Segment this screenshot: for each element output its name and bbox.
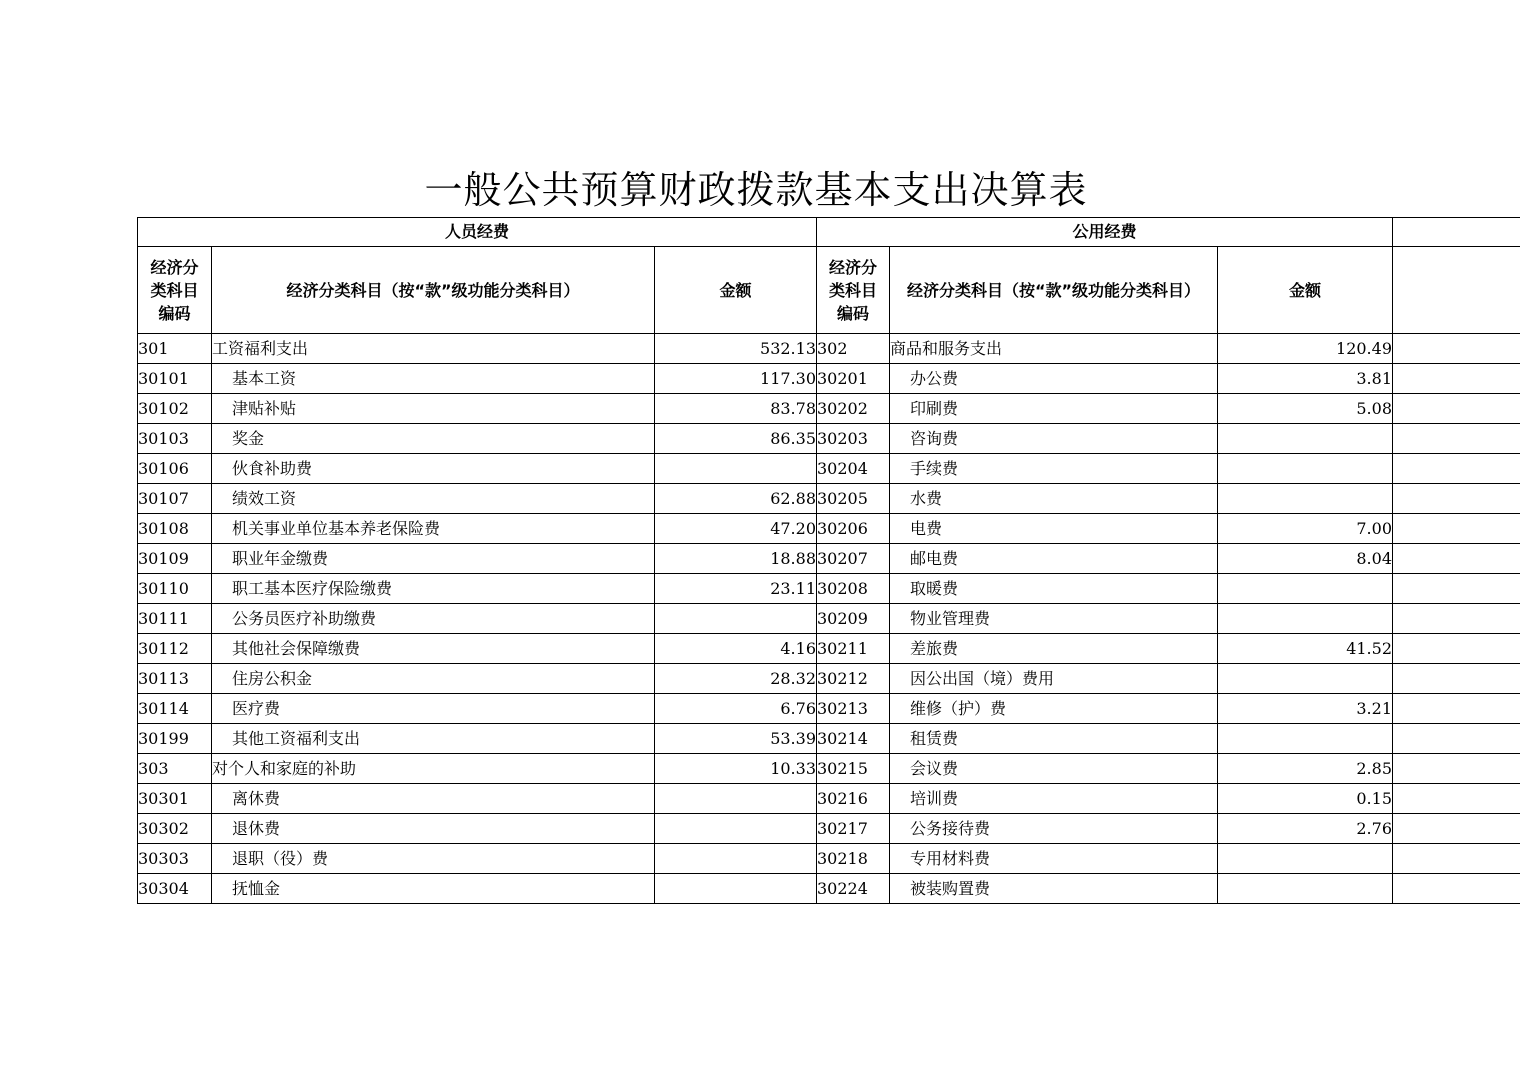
table-row: [138, 574, 1520, 604]
header-amount-left: 金额: [655, 247, 817, 334]
left-amount-cell: 83.78: [655, 394, 817, 424]
right-name-cell: 取暖费: [890, 574, 1218, 604]
left-amount-cell: 62.88: [655, 484, 817, 514]
left-name-cell: 退职（役）费: [212, 844, 655, 874]
header-name-left: 经济分类科目（按“款”级功能分类科目）: [212, 247, 655, 334]
empty-cell: [1393, 754, 1520, 784]
table-row: [138, 484, 1520, 514]
left-name-cell: 退休费: [212, 814, 655, 844]
left-code-cell: 30301: [138, 784, 212, 814]
left-code-cell: 30303: [138, 844, 212, 874]
left-name-cell: 机关事业单位基本养老保险费: [212, 514, 655, 544]
right-amount-cell: [1218, 874, 1393, 904]
right-code-cell: 30212: [817, 664, 890, 694]
right-amount-cell: 0.15: [1218, 784, 1393, 814]
left-name-cell: 绩效工资: [212, 484, 655, 514]
left-code-cell: 30102: [138, 394, 212, 424]
right-code-cell: 30206: [817, 514, 890, 544]
left-code-cell: 30106: [138, 454, 212, 484]
table-row: [138, 424, 1520, 454]
table-row: [138, 814, 1520, 844]
right-amount-cell: 3.21: [1218, 694, 1393, 724]
empty-cell: [1393, 364, 1520, 394]
section-personnel: 人员经费: [138, 218, 817, 247]
left-name-cell: 抚恤金: [212, 874, 655, 904]
left-amount-cell: 47.20: [655, 514, 817, 544]
right-amount-cell: 5.08: [1218, 394, 1393, 424]
left-name-cell: 其他工资福利支出: [212, 724, 655, 754]
header-amount-right: 金额: [1218, 247, 1393, 334]
right-code-cell: 30207: [817, 544, 890, 574]
table-row: [138, 694, 1520, 724]
right-amount-cell: [1218, 844, 1393, 874]
empty-cell: [1393, 574, 1520, 604]
table-row: [138, 364, 1520, 394]
left-name-cell: 工资福利支出: [212, 334, 655, 364]
right-amount-cell: 3.81: [1218, 364, 1393, 394]
left-code-cell: 30109: [138, 544, 212, 574]
left-name-cell: 医疗费: [212, 694, 655, 724]
right-amount-cell: [1218, 454, 1393, 484]
table-row: [138, 724, 1520, 754]
empty-cell: [1393, 424, 1520, 454]
left-amount-cell: [655, 874, 817, 904]
right-code-cell: 30211: [817, 634, 890, 664]
left-amount-cell: 86.35: [655, 424, 817, 454]
empty-cell: [1393, 874, 1520, 904]
right-code-cell: 30213: [817, 694, 890, 724]
left-code-cell: 30114: [138, 694, 212, 724]
right-code-cell: 30218: [817, 844, 890, 874]
left-code-cell: 30304: [138, 874, 212, 904]
left-name-cell: 职工基本医疗保险缴费: [212, 574, 655, 604]
empty-cell: [1393, 218, 1520, 247]
left-name-cell: 住房公积金: [212, 664, 655, 694]
right-code-cell: 30204: [817, 454, 890, 484]
right-amount-cell: [1218, 724, 1393, 754]
table-row: [138, 604, 1520, 634]
empty-cell: [1393, 247, 1520, 334]
left-name-cell: 伙食补助费: [212, 454, 655, 484]
left-amount-cell: [655, 454, 817, 484]
right-name-cell: 咨询费: [890, 424, 1218, 454]
table-row: [138, 784, 1520, 814]
left-name-cell: 职业年金缴费: [212, 544, 655, 574]
right-code-cell: 302: [817, 334, 890, 364]
left-amount-cell: 117.30: [655, 364, 817, 394]
right-name-cell: 物业管理费: [890, 604, 1218, 634]
right-name-cell: 会议费: [890, 754, 1218, 784]
left-name-cell: 对个人和家庭的补助: [212, 754, 655, 784]
left-code-cell: 30199: [138, 724, 212, 754]
right-name-cell: 商品和服务支出: [890, 334, 1218, 364]
empty-cell: [1393, 724, 1520, 754]
right-name-cell: 手续费: [890, 454, 1218, 484]
section-header-row: [138, 218, 1520, 247]
header-code-right: 经济分类科目编码: [817, 247, 890, 334]
table-row: [138, 754, 1520, 784]
right-amount-cell: 41.52: [1218, 634, 1393, 664]
right-name-cell: 公务接待费: [890, 814, 1218, 844]
right-code-cell: 30215: [817, 754, 890, 784]
right-code-cell: 30224: [817, 874, 890, 904]
right-code-cell: 30217: [817, 814, 890, 844]
left-amount-cell: 23.11: [655, 574, 817, 604]
empty-cell: [1393, 544, 1520, 574]
left-amount-cell: [655, 844, 817, 874]
right-code-cell: 30209: [817, 604, 890, 634]
empty-cell: [1393, 484, 1520, 514]
right-name-cell: 邮电费: [890, 544, 1218, 574]
empty-cell: [1393, 394, 1520, 424]
right-name-cell: 因公出国（境）费用: [890, 664, 1218, 694]
table-row: [138, 394, 1520, 424]
left-name-cell: 公务员医疗补助缴费: [212, 604, 655, 634]
empty-cell: [1393, 514, 1520, 544]
left-code-cell: 30101: [138, 364, 212, 394]
right-amount-cell: 120.49: [1218, 334, 1393, 364]
right-code-cell: 30205: [817, 484, 890, 514]
table-row: [138, 334, 1520, 364]
empty-cell: [1393, 844, 1520, 874]
left-amount-cell: [655, 604, 817, 634]
right-name-cell: 租赁费: [890, 724, 1218, 754]
right-amount-cell: 7.00: [1218, 514, 1393, 544]
left-code-cell: 30111: [138, 604, 212, 634]
header-name-right: 经济分类科目（按“款”级功能分类科目）: [890, 247, 1218, 334]
table-row: [138, 454, 1520, 484]
right-amount-cell: [1218, 484, 1393, 514]
right-name-cell: 印刷费: [890, 394, 1218, 424]
right-code-cell: 30203: [817, 424, 890, 454]
left-amount-cell: [655, 784, 817, 814]
empty-cell: [1393, 784, 1520, 814]
left-amount-cell: 6.76: [655, 694, 817, 724]
left-amount-cell: 53.39: [655, 724, 817, 754]
empty-cell: [1393, 454, 1520, 484]
column-header-row: [138, 247, 1520, 334]
budget-table: [137, 217, 1520, 904]
table-row: [138, 634, 1520, 664]
left-amount-cell: 532.13: [655, 334, 817, 364]
left-amount-cell: 4.16: [655, 634, 817, 664]
table-row: [138, 844, 1520, 874]
right-name-cell: 差旅费: [890, 634, 1218, 664]
left-amount-cell: 28.32: [655, 664, 817, 694]
left-amount-cell: [655, 814, 817, 844]
section-public: 公用经费: [817, 218, 1393, 247]
empty-cell: [1393, 604, 1520, 634]
right-amount-cell: [1218, 604, 1393, 634]
right-amount-cell: [1218, 574, 1393, 604]
right-name-cell: 办公费: [890, 364, 1218, 394]
left-code-cell: 30110: [138, 574, 212, 604]
right-amount-cell: [1218, 424, 1393, 454]
right-code-cell: 30216: [817, 784, 890, 814]
left-name-cell: 基本工资: [212, 364, 655, 394]
right-name-cell: 电费: [890, 514, 1218, 544]
right-amount-cell: 2.85: [1218, 754, 1393, 784]
empty-cell: [1393, 334, 1520, 364]
right-code-cell: 30202: [817, 394, 890, 424]
left-code-cell: 30302: [138, 814, 212, 844]
left-amount-cell: 18.88: [655, 544, 817, 574]
empty-cell: [1393, 694, 1520, 724]
right-code-cell: 30214: [817, 724, 890, 754]
table-row: [138, 664, 1520, 694]
left-name-cell: 离休费: [212, 784, 655, 814]
empty-cell: [1393, 664, 1520, 694]
right-name-cell: 专用材料费: [890, 844, 1218, 874]
left-code-cell: 30103: [138, 424, 212, 454]
left-code-cell: 30107: [138, 484, 212, 514]
right-name-cell: 水费: [890, 484, 1218, 514]
right-amount-cell: [1218, 664, 1393, 694]
right-name-cell: 被装购置费: [890, 874, 1218, 904]
left-name-cell: 其他社会保障缴费: [212, 634, 655, 664]
right-name-cell: 培训费: [890, 784, 1218, 814]
right-code-cell: 30201: [817, 364, 890, 394]
left-code-cell: 30108: [138, 514, 212, 544]
table-row: [138, 514, 1520, 544]
right-amount-cell: 8.04: [1218, 544, 1393, 574]
empty-cell: [1393, 634, 1520, 664]
right-amount-cell: 2.76: [1218, 814, 1393, 844]
empty-cell: [1393, 814, 1520, 844]
table-row: [138, 874, 1520, 904]
left-name-cell: 奖金: [212, 424, 655, 454]
right-code-cell: 30208: [817, 574, 890, 604]
page-title: 一般公共预算财政拨款基本支出决算表: [424, 168, 1088, 212]
left-code-cell: 301: [138, 334, 212, 364]
right-name-cell: 维修（护）费: [890, 694, 1218, 724]
left-name-cell: 津贴补贴: [212, 394, 655, 424]
left-amount-cell: 10.33: [655, 754, 817, 784]
left-code-cell: 30112: [138, 634, 212, 664]
table-row: [138, 544, 1520, 574]
left-code-cell: 30113: [138, 664, 212, 694]
header-code-left: 经济分类科目编码: [138, 247, 212, 334]
left-code-cell: 303: [138, 754, 212, 784]
